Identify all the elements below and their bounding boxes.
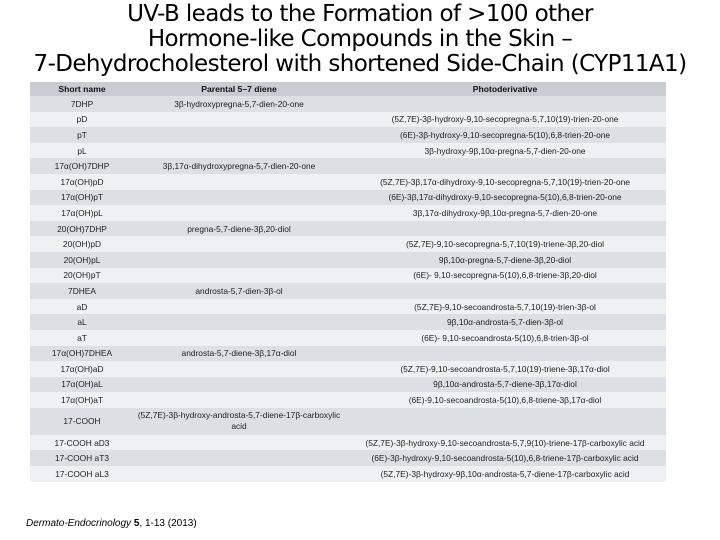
- table-row: [30, 190, 666, 206]
- cell-parental-diene: [134, 450, 344, 466]
- cell-parental-diene: [134, 205, 344, 221]
- cell-photoderivative: [344, 408, 666, 435]
- cell-parental-diene: [134, 127, 344, 143]
- table-row: [30, 174, 666, 190]
- cell-short-name: pL: [30, 143, 134, 159]
- cell-short-name: 17-COOH: [30, 408, 134, 435]
- table-row: [30, 314, 666, 330]
- table-row: [30, 283, 666, 299]
- citation-volume: 5: [133, 518, 140, 529]
- cell-parental-diene: [134, 435, 344, 451]
- cell-parental-diene: [134, 236, 344, 252]
- cell-photoderivative: 3β,17α-dihydroxy-9β,10α-pregna-5,7-dien-20-one: [344, 205, 666, 221]
- compound-table: [30, 82, 666, 482]
- cell-parental-diene: pregna-5,7-diene-3β,20-diol: [134, 221, 344, 237]
- cell-parental-diene: [134, 112, 344, 128]
- cell-parental-diene: [134, 361, 344, 377]
- cell-photoderivative: (5Z,7E)-9,10-secopregna-5,7,10(19)-triene-3β,20-diol: [344, 236, 666, 252]
- cell-short-name: 17α(OH)aT: [30, 392, 134, 408]
- table-row: [30, 361, 666, 377]
- cell-parental-diene: [134, 314, 344, 330]
- table-row: [30, 377, 666, 393]
- slide-title: [0, 2, 720, 77]
- table-row: [30, 346, 666, 362]
- cell-parental-diene: (5Z,7E)-3β-hydroxy-androsta-5,7-diene-17β-carboxylic acid: [134, 408, 344, 435]
- table-row: [30, 127, 666, 143]
- citation: [26, 518, 197, 529]
- table-row: [30, 268, 666, 284]
- cell-parental-diene: androsta-5,7-dien-3β-ol: [134, 283, 344, 299]
- cell-short-name: 20(OH)pL: [30, 252, 134, 268]
- cell-parental-diene: [134, 330, 344, 346]
- cell-short-name: 17α(OH)7DHP: [30, 158, 134, 174]
- cell-short-name: 20(OH)7DHP: [30, 221, 134, 237]
- table-row: [30, 330, 666, 346]
- table-row: [30, 96, 666, 112]
- table-header-row: [30, 82, 666, 96]
- header-parental-diene: Parental 5–7 diene: [134, 82, 344, 96]
- cell-parental-diene: [134, 174, 344, 190]
- table-row: [30, 236, 666, 252]
- table-row: [30, 143, 666, 159]
- table-row: [30, 408, 666, 435]
- cell-parental-diene: [134, 299, 344, 315]
- cell-parental-diene: [134, 377, 344, 393]
- cell-short-name: 17-COOH aL3: [30, 466, 134, 482]
- citation-pages-year: , 1-13 (2013): [139, 518, 197, 529]
- table-row: [30, 392, 666, 408]
- table-row: [30, 205, 666, 221]
- title-line-2: Hormone-like Compounds in the Skin –: [147, 26, 573, 52]
- cell-photoderivative: (6E)-3β-hydroxy-9,10-secoandrosta-5(10),6,8-triene-17β-carboxylic acid: [344, 450, 666, 466]
- cell-photoderivative: (5Z,7E)-3β-hydroxy-9β,10α-androsta-5,7-diene-17β-carboxylic acid: [344, 466, 666, 482]
- title-line-1: UV-B leads to the Formation of >100 other: [127, 1, 593, 27]
- cell-photoderivative: (5Z,7E)-9,10-secoandrosta-5,7,10(19)-trien-3β-ol: [344, 299, 666, 315]
- cell-short-name: 17α(OH)pL: [30, 205, 134, 221]
- cell-photoderivative: 9β,10α-androsta-5,7-dien-3β-ol: [344, 314, 666, 330]
- table-row: [30, 112, 666, 128]
- cell-photoderivative: 9β,10α-androsta-5,7-diene-3β,17α-diol: [344, 377, 666, 393]
- cell-photoderivative: [344, 96, 666, 112]
- cell-short-name: 17-COOH aT3: [30, 450, 134, 466]
- cell-parental-diene: [134, 252, 344, 268]
- cell-parental-diene: [134, 466, 344, 482]
- cell-short-name: aT: [30, 330, 134, 346]
- header-photoderivative: Photoderivative: [344, 82, 666, 96]
- cell-short-name: 17α(OH)aD: [30, 361, 134, 377]
- cell-short-name: pD: [30, 112, 134, 128]
- header-short-name: Short name: [30, 82, 134, 96]
- cell-short-name: 20(OH)pT: [30, 268, 134, 284]
- table-row: [30, 158, 666, 174]
- cell-short-name: aD: [30, 299, 134, 315]
- table-row: [30, 450, 666, 466]
- citation-journal: Dermato-Endocrinology: [26, 518, 132, 529]
- cell-photoderivative: 3β-hydroxy-9β,10α-pregna-5,7-dien-20-one: [344, 143, 666, 159]
- cell-photoderivative: (6E)- 9,10-secoandrosta-5(10),6,8-trien-3β-ol: [344, 330, 666, 346]
- cell-photoderivative: (5Z,7E)-3β,17α-dihydroxy-9,10-secopregna-5,7,10(19)-trien-20-one: [344, 174, 666, 190]
- table-row: [30, 252, 666, 268]
- cell-photoderivative: [344, 283, 666, 299]
- cell-photoderivative: (6E)-3β,17α-dihydroxy-9,10-secopregna-5(10),6,8-trien-20-one: [344, 190, 666, 206]
- cell-parental-diene: [134, 143, 344, 159]
- cell-short-name: 7DHEA: [30, 283, 134, 299]
- cell-photoderivative: (5Z,7E)-3β-hydroxy-9,10-secoandrosta-5,7,9(10)-triene-17β-carboxylic acid: [344, 435, 666, 451]
- cell-short-name: 17-COOH aD3: [30, 435, 134, 451]
- cell-short-name: 17α(OH)7DHEA: [30, 346, 134, 362]
- cell-short-name: 7DHP: [30, 96, 134, 112]
- cell-photoderivative: [344, 346, 666, 362]
- cell-parental-diene: [134, 392, 344, 408]
- cell-photoderivative: (5Z,7E)-9,10-secoandrosta-5,7,10(19)-triene-3β,17α-diol: [344, 361, 666, 377]
- cell-parental-diene: 3β,17α-dihydroxypregna-5,7-dien-20-one: [134, 158, 344, 174]
- cell-photoderivative: (5Z,7E)-3β-hydroxy-9,10-secopregna-5,7,10(19)-trien-20-one: [344, 112, 666, 128]
- cell-photoderivative: 9β,10α-pregna-5,7-diene-3β,20-diol: [344, 252, 666, 268]
- table-row: [30, 435, 666, 451]
- cell-parental-diene: [134, 268, 344, 284]
- cell-short-name: 17α(OH)pD: [30, 174, 134, 190]
- cell-short-name: 20(OH)pD: [30, 236, 134, 252]
- cell-short-name: pT: [30, 127, 134, 143]
- title-line-3: 7-Dehydrocholesterol with shortened Side-Chain (CYP11A1): [33, 51, 687, 77]
- table-row: [30, 466, 666, 482]
- cell-photoderivative: [344, 158, 666, 174]
- table-row: [30, 299, 666, 315]
- cell-short-name: 17α(OH)pT: [30, 190, 134, 206]
- cell-photoderivative: [344, 221, 666, 237]
- cell-parental-diene: androsta-5,7-diene-3β,17α-diol: [134, 346, 344, 362]
- cell-parental-diene: [134, 190, 344, 206]
- cell-photoderivative: (6E)-9,10-secoandrosta-5(10),6,8-triene-3β,17α-diol: [344, 392, 666, 408]
- cell-short-name: aL: [30, 314, 134, 330]
- cell-photoderivative: (6E)-3β-hydroxy-9,10-secopregna-5(10),6,8-trien-20-one: [344, 127, 666, 143]
- table-row: [30, 221, 666, 237]
- cell-photoderivative: (6E)- 9,10-secopregna-5(10),6,8-triene-3β,20-diol: [344, 268, 666, 284]
- cell-short-name: 17α(OH)aL: [30, 377, 134, 393]
- cell-parental-diene: 3β-hydroxypregna-5,7-dien-20-one: [134, 96, 344, 112]
